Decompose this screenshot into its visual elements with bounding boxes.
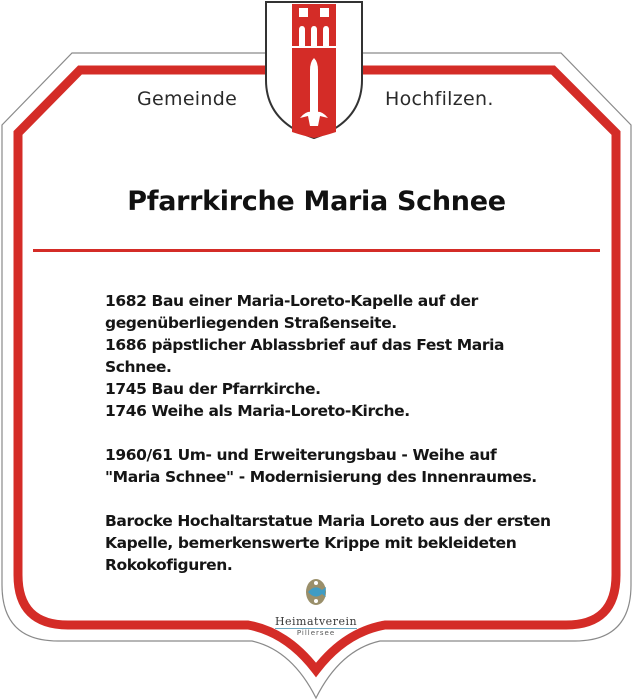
fish-emblem-icon bbox=[305, 578, 327, 606]
text-line: 1960/61 Um- und Erweiterungsbau - Weihe auf bbox=[105, 446, 497, 464]
logo-name: Heimatverein bbox=[274, 615, 358, 628]
sign-title: Pfarrkirche Maria Schnee bbox=[127, 186, 506, 217]
features-paragraph bbox=[105, 510, 575, 576]
text-line: 1686 päpstlicher Ablassbrief auf das Fest Maria Schnee. bbox=[105, 336, 505, 376]
text-line: 1746 Weihe als Maria-Loreto-Kirche. bbox=[105, 402, 410, 420]
logo-subtitle: Pillersee bbox=[296, 629, 336, 637]
text-line: Kapelle, bemerkenswerte Krippe mit bekleideten bbox=[105, 534, 517, 552]
header-left: Gemeinde bbox=[137, 88, 238, 110]
history-paragraph bbox=[105, 290, 575, 422]
coat-of-arms-icon bbox=[262, 0, 366, 140]
title-divider bbox=[33, 249, 600, 252]
text-line: Barocke Hochaltarstatue Maria Loreto aus der ersten bbox=[105, 512, 551, 530]
text-line: 1682 Bau einer Maria-Loreto-Kapelle auf der bbox=[105, 292, 478, 310]
text-line: "Maria Schnee" - Modernisierung des Innenraumes. bbox=[105, 468, 537, 486]
text-line: gegenüberliegenden Straßenseite. bbox=[105, 314, 397, 332]
renovation-paragraph bbox=[105, 444, 575, 488]
text-line: Rokokofiguren. bbox=[105, 556, 233, 574]
text-line: 1745 Bau der Pfarrkirche. bbox=[105, 380, 321, 398]
sign-body bbox=[105, 290, 575, 598]
header-right: Hochfilzen. bbox=[385, 88, 494, 110]
heimatverein-logo bbox=[266, 578, 366, 637]
